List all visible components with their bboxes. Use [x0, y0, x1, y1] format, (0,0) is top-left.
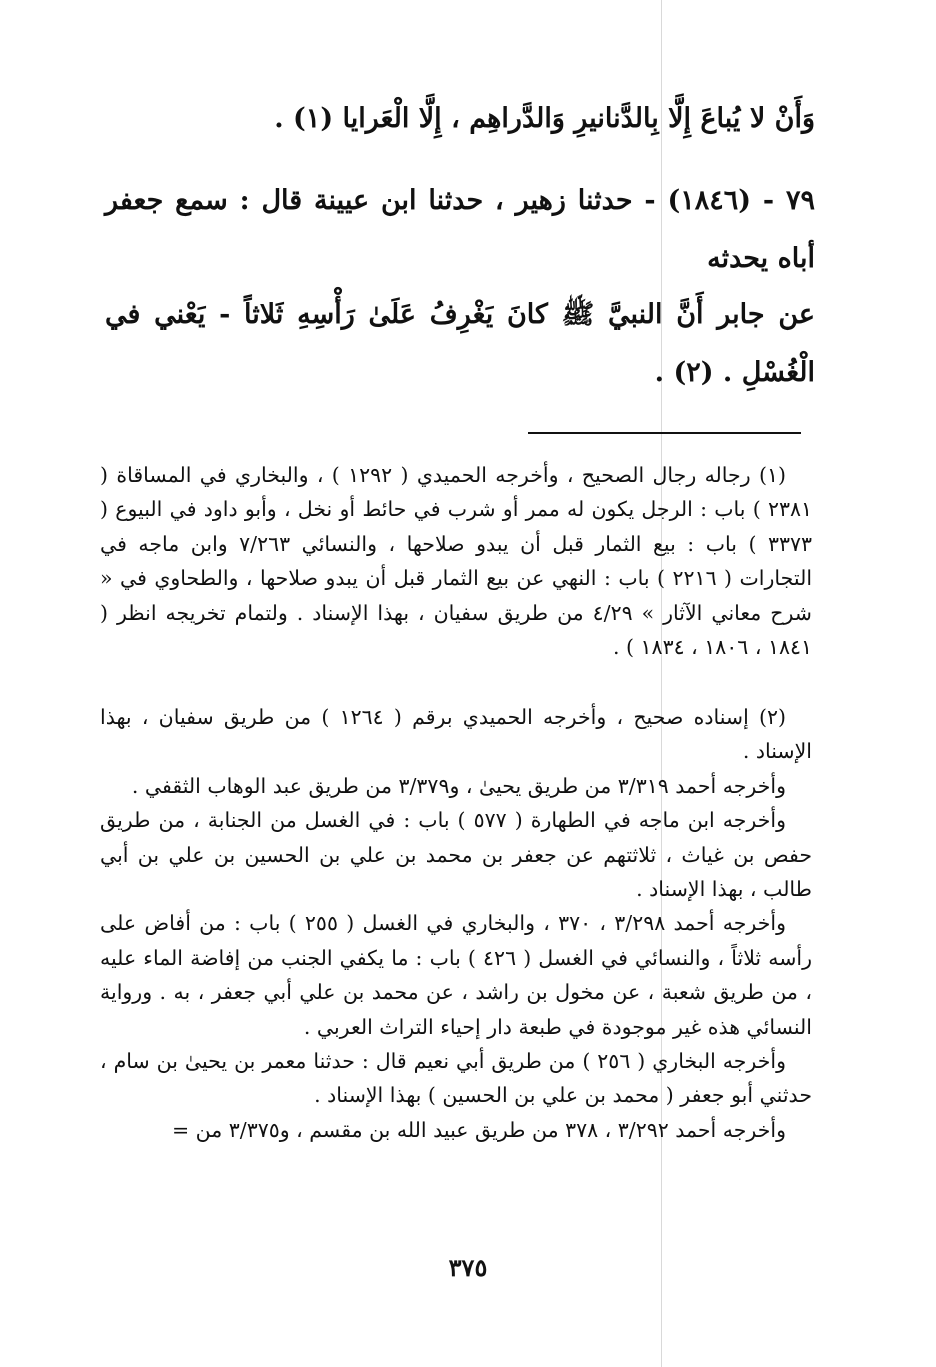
footnote-paragraph: (٢) إسناده صحيح ، وأخرجه الحميدي برقم ( ١٢٦٤ ) من طريق سفيان ، بهذا الإسناد . — [100, 705, 812, 764]
footnote-paragraph: وأخرجه البخاري ( ٢٥٦ ) من طريق أبي نعيم قال : حدثنا معمر بن يحيىٰ بن سام ، حدثني أبو جعفر ( محمد بن علي بن الحسين ) بهذا الإسناد . — [100, 1049, 812, 1108]
footnote-paragraph: وأخرجه أحمد ٣/٣١٩ من طريق يحيىٰ ، و٣/٣٧٩ من طريق عبد الوهاب الثقفي . — [131, 773, 786, 798]
page-number: ٣٧٥ — [448, 1253, 488, 1282]
footnote-separator — [528, 432, 801, 434]
footnote-1 — [100, 458, 812, 664]
hadith-matn — [105, 286, 815, 402]
previous-hadith-ending — [105, 90, 815, 148]
main-text-line: وَأَنْ لا يُباعَ إِلَّا بِالدَّنانيرِ وَالدَّراهِم ، إِلَّا الْعَرايا (١) . — [274, 103, 815, 134]
hadith-header: ٧٩ - (١٨٤٦) - حدثنا زهير ، حدثنا ابن عيينة قال : سمع جعفر أباه يحدثه — [105, 185, 816, 274]
footnote-paragraph: وأخرجه أحمد ٣/٢٩٢ ، ٣٧٨ من طريق عبيد الله بن مقسم ، و٣/٣٧٥ من = — [171, 1117, 786, 1142]
footnote-paragraph: (١) رجاله رجال الصحيح ، وأخرجه الحميدي ( ١٢٩٢ ) ، والبخاري في المساقاة ( ٢٣٨١ ) باب : الرجل يكون له ممر أو شرب في حائط أو نخل ، وأبو داود في البيوع ( ٣٣٧٣ ) باب : بيع الثمار قبل أن يبدو صلاحها ، والنسائي ٧/٢٦٣ وابن ماجه في التجارات ( ٢٢١٦ ) باب : النهي عن بيع الثمار قبل أن يبدو صلاحها ، والطحاوي في « شرح معاني الآثار » ٤/٢٩ من طريق سفيان ، بهذا الإسناد . ولتمام تخريجه انظر ( ١٨٤١ ، ١٨٠٦ ، ١٨٣٤ ) . — [100, 463, 813, 660]
footnote-paragraph: وأخرجه أحمد ٣/٢٩٨ ، ٣٧٠ ، والبخاري في الغسل ( ٢٥٥ ) باب : من أفاض على رأسه ثلاثاً ، والنسائي في الغسل ( ٤٢٦ ) باب : ما يكفي الجنب من إفاضة الماء عليه ، من طريق شعبة ، عن مخول بن راشد ، عن محمد بن علي أبي جعفر ، به . ورواية النسائي هذه غير موجودة في طبعة دار إحياء التراث العربي . — [100, 911, 813, 1039]
hadith-isnad — [105, 172, 815, 288]
hadith-text: عن جابر أَنَّ النبيَّ ﷺ كانَ يَغْرِفُ عَلَىٰ رَأْسِهِ ثَلاثاً - يَعْني في الْغُسْلِ . (٢) . — [105, 299, 815, 388]
footnote-paragraph: وأخرجه ابن ماجه في الطهارة ( ٥٧٧ ) باب : في الغسل من الجنابة ، من طريق حفص بن غياث ، ثلاثتهم عن جعفر بن محمد بن علي بن الحسين بن علي بن أبي طالب ، بهذا الإسناد . — [100, 808, 812, 902]
footnote-2 — [100, 700, 812, 1147]
